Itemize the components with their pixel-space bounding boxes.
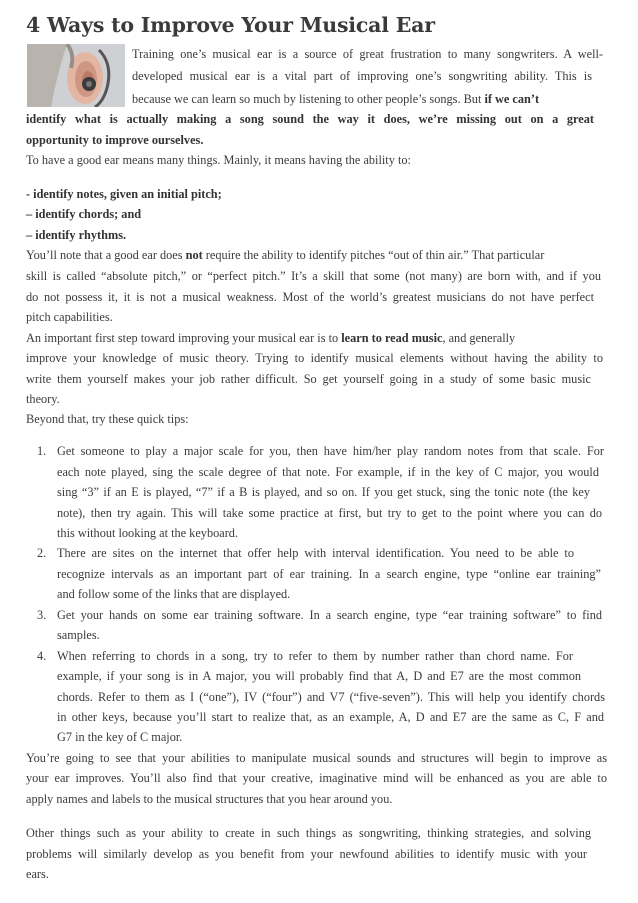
step-line-1c: , and generally: [442, 331, 516, 345]
tip-4-line-1: When referring to chords in a song, try to refer to them by number rather than chord name. For: [57, 649, 573, 663]
intro-line-2: developed musical ear is a vital part of improving one’s songwriting ability. This is: [132, 69, 592, 83]
tip-1-line-5: this without looking at the keyboard.: [57, 526, 239, 540]
tip-1-line-2: each note played, sing the scale degree of that note. For example, if in the key of C major, you would: [57, 465, 599, 479]
closing-2-line-2: problems will similarly develop as you benefit from your newfound abilities to identify music with your: [26, 847, 587, 861]
note-emphasis-not: not: [185, 248, 203, 262]
intro-line-5: opportunity to improve ourselves.: [26, 133, 204, 147]
step-line-1a: An important first step toward improving your musical ear is to: [26, 331, 342, 345]
note-line-2: skill is called “absolute pitch,” or “perfect pitch.” It’s a skill that some (not many) are born with, and if you: [26, 269, 601, 283]
closing-1-line-3: apply names and labels to the musical structures that you hear around you.: [26, 792, 393, 806]
closing-1-line-2: your ear improves. You’ll also find that your creative, imaginative mind will be enhanced as you are able to: [26, 771, 607, 785]
good-ear-sentence: To have a good ear means many things. Mainly, it means having the ability to:: [26, 153, 411, 167]
step-line-1: [26, 330, 515, 346]
ability-chords: – identify chords; and: [26, 207, 142, 221]
intro-line-1: Training one’s musical ear is a source of great frustration to many songwriters. A well-: [132, 47, 603, 61]
intro-emphasis: if we can’t: [484, 92, 540, 106]
article-title: 4 Ways to Improve Your Musical Ear: [26, 13, 435, 37]
step-line-2: improve your knowledge of music theory. Trying to identify musical elements without having the ability to: [26, 351, 603, 365]
tip-4-line-2: example, if your song is in A major, you will probably find that A, D and E7 are the most common: [57, 669, 581, 683]
tip-1-line-3: sing “3” if an E is played, “7” if a B is played, and so on. If you get stuck, sing the tonic note (the key: [57, 485, 590, 499]
closing-2-line-3: ears.: [26, 867, 49, 881]
tip-2-line-1: There are sites on the internet that offer help with interval identification. You need to be able to: [57, 546, 574, 560]
step-line-3: write them yourself makes your job rather difficult. So get yourself going in a study of some basic music: [26, 372, 591, 386]
closing-1-line-1: You’re going to see that your abilities to manipulate musical sounds and structures will begin to improve as: [26, 751, 607, 765]
tip-2-line-3: and follow some of the links that are displayed.: [57, 587, 291, 601]
tip-2-line-2: recognize intervals as an important part of ear training. In a search engine, type “online ear training”: [57, 567, 601, 581]
tip-4-line-3: chords. Refer to them as I (“one”), IV (“four”) and V7 (“five-seven”). This will help you identify chords: [57, 690, 605, 704]
tip-3-line-1: Get your hands on some ear training software. In a search engine, type “ear training software” to find: [57, 608, 602, 622]
step-line-4: theory.: [26, 392, 60, 406]
ear-photo: [27, 44, 125, 107]
tip-1-line-4: note), then try again. This will take some practice at first, but try to get to the point where you can do: [57, 506, 602, 520]
note-line-1: [26, 247, 544, 263]
tip-3-number: 3.: [37, 608, 47, 622]
tip-1-line-1: Get someone to play a major scale for you, then have him/her play random notes from that scale. For: [57, 444, 604, 458]
step-emphasis-read-music: learn to read music: [341, 331, 443, 345]
tip-3-line-2: samples.: [57, 628, 100, 642]
tip-4-line-5: G7 in the key of C major.: [57, 730, 183, 744]
note-line-3: do not possess it, it is not a musical weakness. Most of the world’s greatest musicians do not have perfect: [26, 290, 594, 304]
intro-line-4: identify what is actually making a song sound the way it does, we’re missing out on a great: [26, 112, 594, 126]
tip-4-line-4: in other keys, because you’ll start to realize that, as an example, A, D and E7 are the same as C, F and: [57, 710, 604, 724]
tips-intro: Beyond that, try these quick tips:: [26, 412, 189, 426]
tip-2-number: 2.: [37, 546, 47, 560]
ear-earphone-image: [27, 44, 125, 107]
note-line-1a: You’ll note that a good ear does: [26, 248, 186, 262]
closing-2-line-1: Other things such as your ability to create in such things as songwriting, thinking strategies, and solving: [26, 826, 591, 840]
intro-line-3: [132, 91, 539, 107]
note-line-4: pitch capabilities.: [26, 310, 113, 324]
tip-1-number: 1.: [37, 444, 47, 458]
ability-notes: - identify notes, given an initial pitch;: [26, 187, 222, 201]
ability-rhythms: – identify rhythms.: [26, 228, 127, 242]
note-line-1c: require the ability to identify pitches “out of thin air.” That particular: [202, 248, 545, 262]
tip-4-number: 4.: [37, 649, 47, 663]
intro-line-3-text: because we can learn so much by listening to other people’s songs. But: [132, 92, 485, 106]
